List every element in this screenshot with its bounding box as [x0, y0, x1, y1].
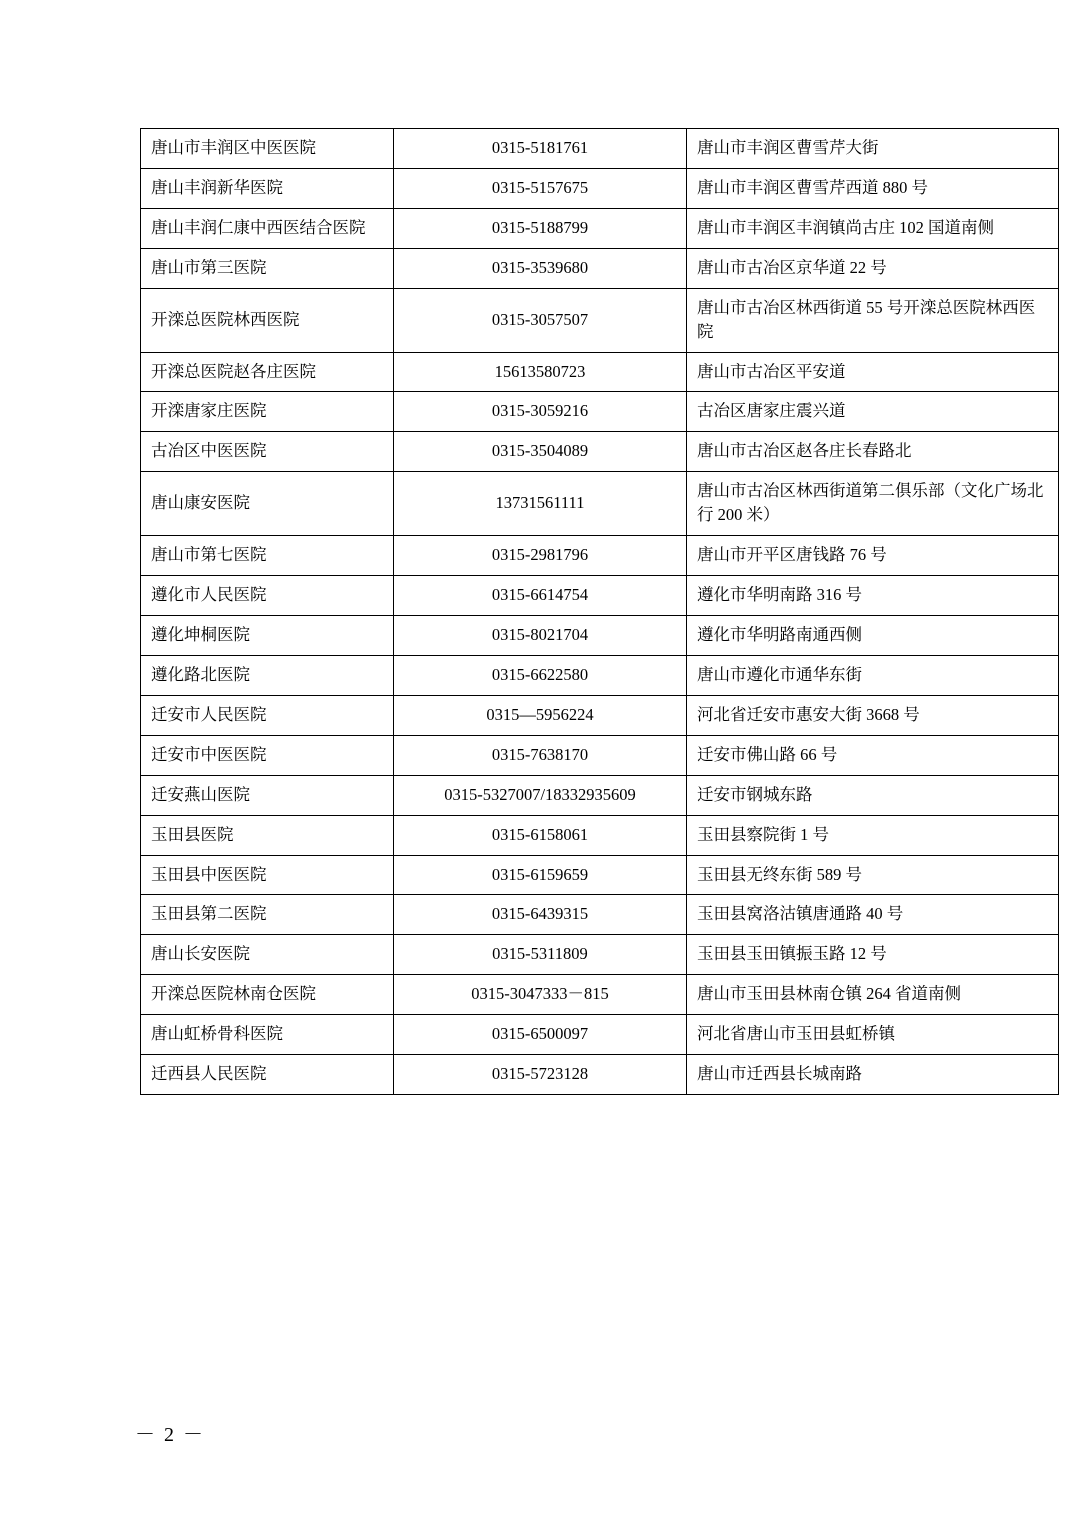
hospital-phone: 13731561111: [394, 472, 687, 536]
hospital-address: 唐山市古冶区京华道 22 号: [687, 248, 1059, 288]
hospital-phone: 15613580723: [394, 352, 687, 392]
hospital-name: 唐山康安医院: [141, 472, 394, 536]
hospital-address: 河北省迁安市惠安大街 3668 号: [687, 695, 1059, 735]
hospital-address: 玉田县察院街 1 号: [687, 815, 1059, 855]
hospital-table-body: [141, 129, 1059, 1095]
hospital-address: 唐山市古冶区赵各庄长春路北: [687, 432, 1059, 472]
table-row: [141, 935, 1059, 975]
hospital-phone: 0315-6622580: [394, 655, 687, 695]
hospital-address: 唐山市丰润区丰润镇尚古庄 102 国道南侧: [687, 208, 1059, 248]
table-row: [141, 536, 1059, 576]
hospital-name: 遵化路北医院: [141, 655, 394, 695]
hospital-phone: 0315-5311809: [394, 935, 687, 975]
hospital-address: 河北省唐山市玉田县虹桥镇: [687, 1015, 1059, 1055]
table-row: [141, 655, 1059, 695]
hospital-address: 唐山市古冶区平安道: [687, 352, 1059, 392]
hospital-name: 开滦总医院林西医院: [141, 288, 394, 352]
hospital-name: 开滦总医院林南仓医院: [141, 975, 394, 1015]
hospital-address: 唐山市丰润区曹雪芹西道 880 号: [687, 168, 1059, 208]
hospital-phone: 0315-5723128: [394, 1055, 687, 1095]
hospital-address: 玉田县窝洛沽镇唐通路 40 号: [687, 895, 1059, 935]
hospital-phone: 0315-5327007/18332935609: [394, 775, 687, 815]
table-row: [141, 168, 1059, 208]
hospital-phone: 0315-6159659: [394, 855, 687, 895]
hospital-name: 遵化市人民医院: [141, 576, 394, 616]
hospital-address: 唐山市古冶区林西街道第二俱乐部（文化广场北行 200 米）: [687, 472, 1059, 536]
table-row: [141, 288, 1059, 352]
hospital-phone: 0315-2981796: [394, 536, 687, 576]
table-row: [141, 576, 1059, 616]
hospital-phone: 0315-7638170: [394, 735, 687, 775]
hospital-table-container: [140, 128, 1044, 1095]
hospital-phone: 0315-5181761: [394, 129, 687, 169]
table-row: [141, 895, 1059, 935]
table-row: [141, 1015, 1059, 1055]
hospital-name: 唐山虹桥骨科医院: [141, 1015, 394, 1055]
hospital-address: 唐山市玉田县林南仓镇 264 省道南侧: [687, 975, 1059, 1015]
hospital-name: 迁安市人民医院: [141, 695, 394, 735]
table-row: [141, 975, 1059, 1015]
hospital-name: 唐山丰润仁康中西医结合医院: [141, 208, 394, 248]
hospital-name: 唐山市第七医院: [141, 536, 394, 576]
hospital-name: 开滦总医院赵各庄医院: [141, 352, 394, 392]
hospital-phone: 0315-5188799: [394, 208, 687, 248]
hospital-phone: 0315-6500097: [394, 1015, 687, 1055]
table-row: [141, 615, 1059, 655]
hospital-address: 唐山市开平区唐钱路 76 号: [687, 536, 1059, 576]
table-row: [141, 855, 1059, 895]
hospital-name: 迁安市中医医院: [141, 735, 394, 775]
hospital-address: 遵化市华明路南通西侧: [687, 615, 1059, 655]
table-row: [141, 392, 1059, 432]
hospital-name: 唐山长安医院: [141, 935, 394, 975]
hospital-phone: 0315—5956224: [394, 695, 687, 735]
hospital-address: 迁安市佛山路 66 号: [687, 735, 1059, 775]
table-row: [141, 432, 1059, 472]
hospital-name: 唐山市第三医院: [141, 248, 394, 288]
hospital-phone: 0315-3047333－815: [394, 975, 687, 1015]
hospital-name: 玉田县医院: [141, 815, 394, 855]
table-row: [141, 472, 1059, 536]
hospital-name: 开滦唐家庄医院: [141, 392, 394, 432]
hospital-name: 迁西县人民医院: [141, 1055, 394, 1095]
hospital-phone: 0315-5157675: [394, 168, 687, 208]
hospital-phone: 0315-3057507: [394, 288, 687, 352]
hospital-table: [140, 128, 1059, 1095]
hospital-phone: 0315-8021704: [394, 615, 687, 655]
hospital-phone: 0315-6614754: [394, 576, 687, 616]
hospital-address: 唐山市古冶区林西街道 55 号开滦总医院林西医院: [687, 288, 1059, 352]
hospital-phone: 0315-3539680: [394, 248, 687, 288]
hospital-address: 玉田县玉田镇振玉路 12 号: [687, 935, 1059, 975]
hospital-phone: 0315-6158061: [394, 815, 687, 855]
hospital-name: 玉田县第二医院: [141, 895, 394, 935]
hospital-phone: 0315-3504089: [394, 432, 687, 472]
hospital-phone: 0315-3059216: [394, 392, 687, 432]
table-row: [141, 1055, 1059, 1095]
table-row: [141, 352, 1059, 392]
table-row: [141, 248, 1059, 288]
table-row: [141, 129, 1059, 169]
hospital-name: 唐山市丰润区中医医院: [141, 129, 394, 169]
hospital-address: 遵化市华明南路 316 号: [687, 576, 1059, 616]
hospital-address: 唐山市迁西县长城南路: [687, 1055, 1059, 1095]
hospital-address: 唐山市遵化市通华东街: [687, 655, 1059, 695]
table-row: [141, 735, 1059, 775]
page-number: － 2 －: [135, 1424, 205, 1446]
hospital-name: 玉田县中医医院: [141, 855, 394, 895]
hospital-address: 唐山市丰润区曹雪芹大街: [687, 129, 1059, 169]
hospital-address: 迁安市钢城东路: [687, 775, 1059, 815]
table-row: [141, 208, 1059, 248]
hospital-name: 唐山丰润新华医院: [141, 168, 394, 208]
hospital-name: 古冶区中医医院: [141, 432, 394, 472]
hospital-address: 古冶区唐家庄震兴道: [687, 392, 1059, 432]
hospital-address: 玉田县无终东街 589 号: [687, 855, 1059, 895]
hospital-name: 遵化坤桐医院: [141, 615, 394, 655]
hospital-name: 迁安燕山医院: [141, 775, 394, 815]
table-row: [141, 815, 1059, 855]
hospital-phone: 0315-6439315: [394, 895, 687, 935]
table-row: [141, 775, 1059, 815]
table-row: [141, 695, 1059, 735]
